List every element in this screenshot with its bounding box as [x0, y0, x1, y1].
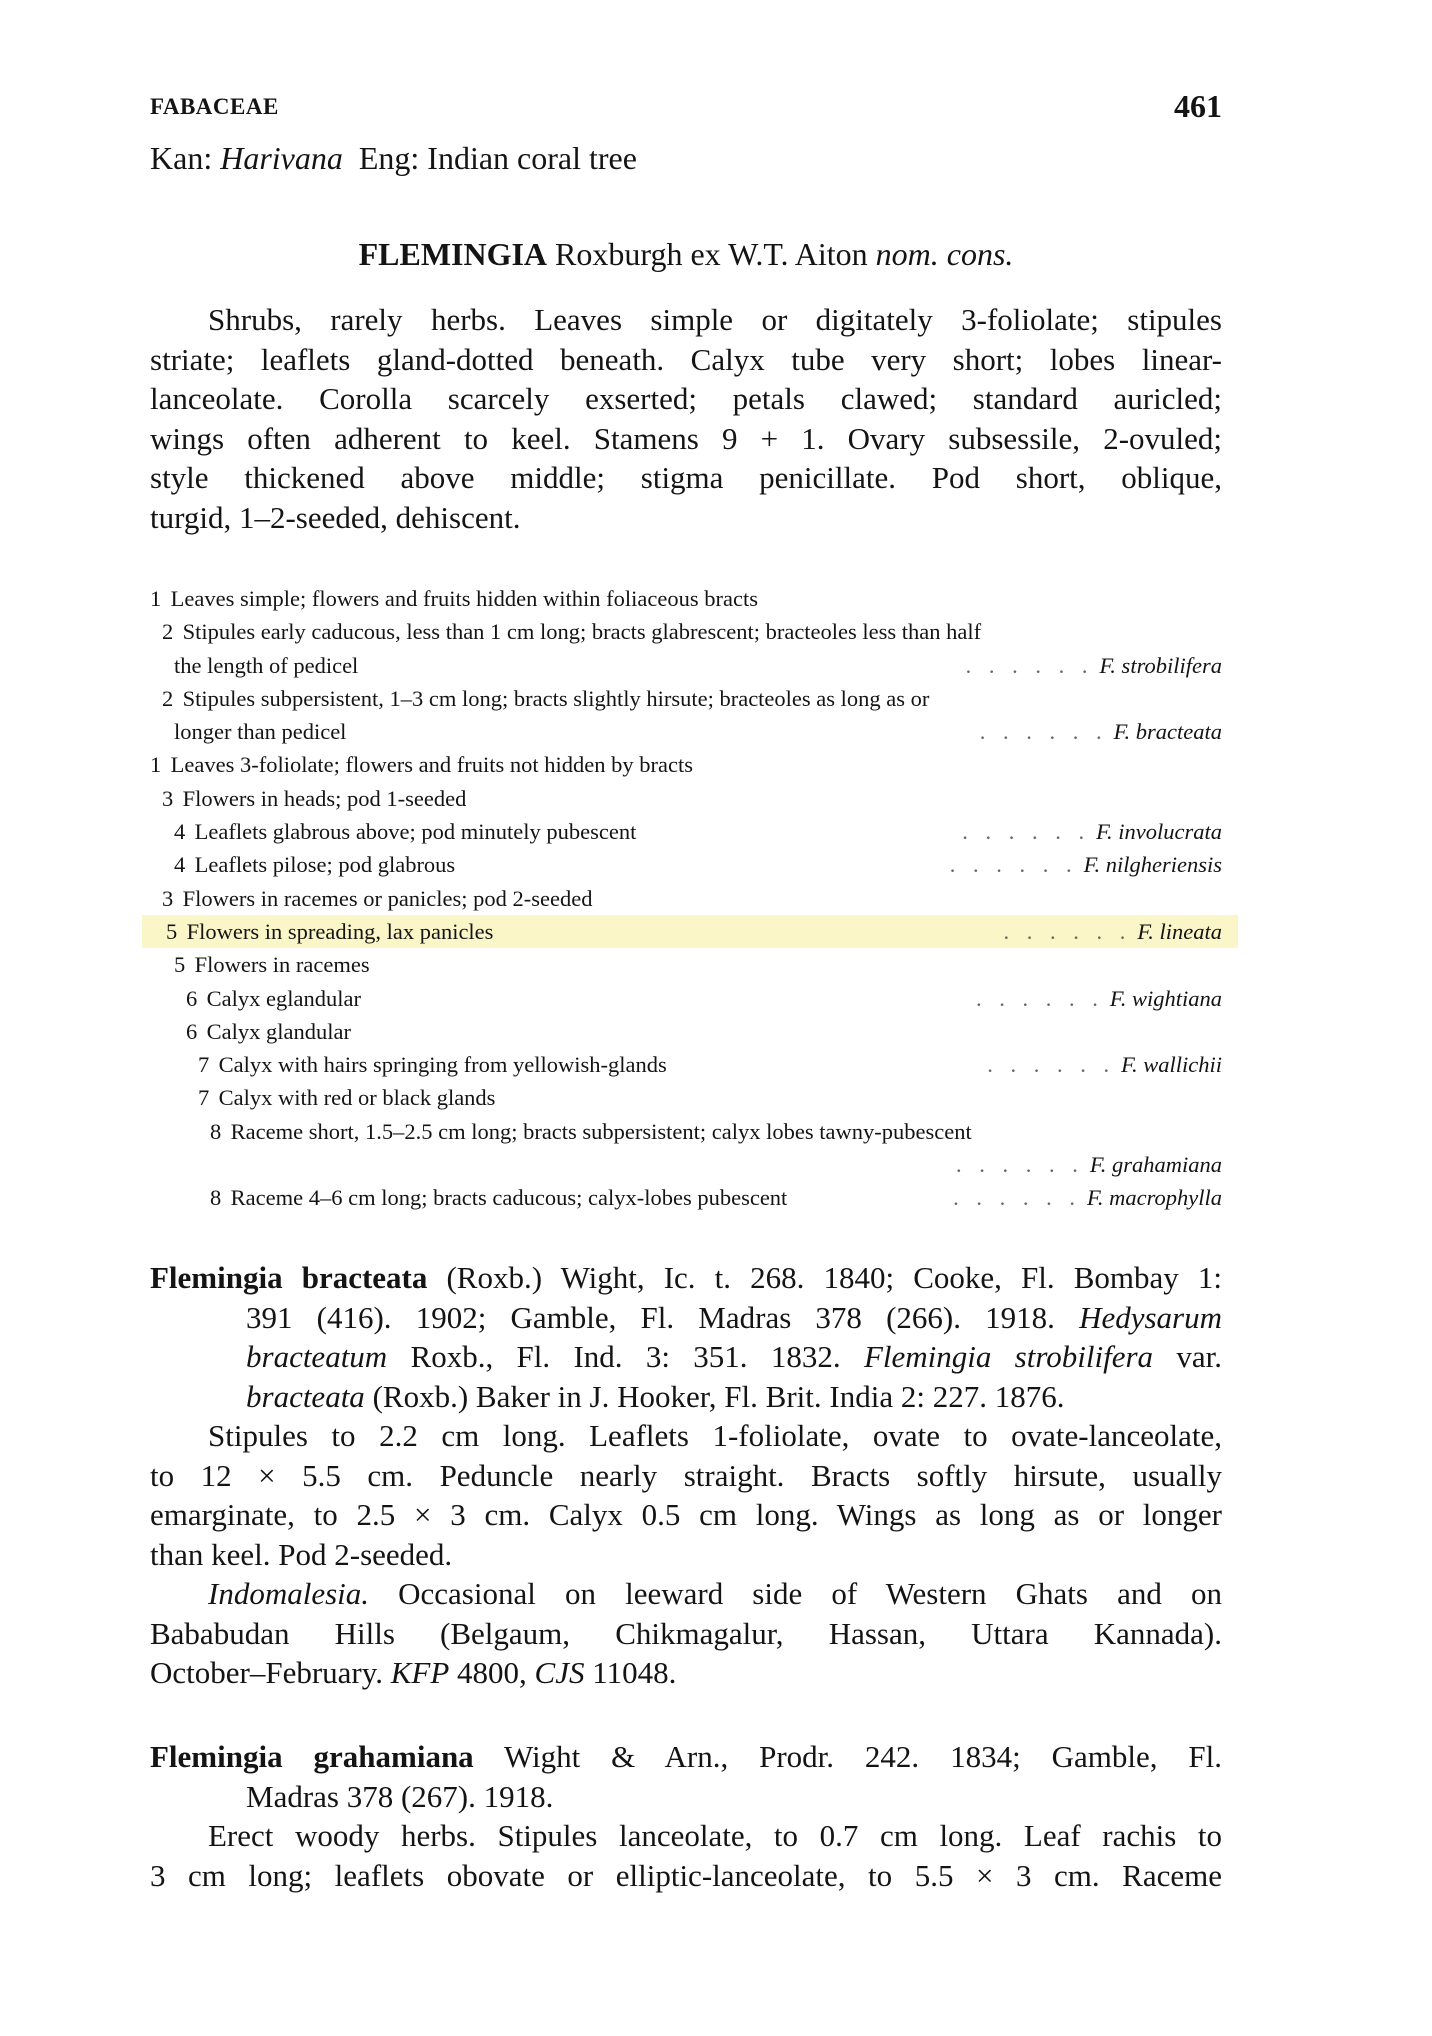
key-row: [150, 1181, 1222, 1214]
common-names-line: [150, 140, 637, 177]
description-line: Erect woody herbs. Stipules lanceolate, to 0.7 cm long. Leaf rachis to: [208, 1818, 1222, 1853]
key-lead-text: Calyx with hairs springing from yellowish-glands: [218, 1052, 667, 1078]
key-row: [150, 1081, 1222, 1114]
key-lead-number: 7: [198, 1085, 210, 1111]
key-row: [150, 1115, 1222, 1148]
key-lead-number: 6: [186, 1018, 198, 1044]
key-lead-number: 7: [198, 1052, 210, 1078]
leader-dots: . . . . . .: [976, 985, 1104, 1011]
leader-dots: . . . . . .: [987, 1052, 1116, 1078]
key-taxon: [962, 815, 1222, 848]
key-row: [150, 748, 1222, 781]
key-lead-number: 4: [174, 852, 186, 878]
key-lead-number: 8: [210, 1185, 222, 1211]
species-flemingia-grahamiana: [150, 1737, 1222, 1895]
family-name: FABACEAE: [150, 94, 279, 119]
key-lead-number: 2: [162, 685, 174, 711]
english-label: Eng:: [358, 140, 420, 176]
key-lead-text: Stipules subpersistent, 1–3 cm long; bracts slightly hirsute; bracteoles as long as or: [182, 685, 930, 711]
running-head: [150, 88, 1222, 128]
description-line: style thickened above middle; stigma penicillate. Pod short, oblique,: [150, 460, 1222, 495]
key-row: [150, 1148, 1222, 1181]
description-line: than keel. Pod 2-seeded.: [150, 1536, 453, 1572]
key-row: [150, 1015, 1222, 1048]
key-row: [150, 682, 1222, 715]
leader-dots: . . . . . .: [1003, 918, 1132, 944]
citation-line: Flemingia grahamiana Wight & Arn., Prodr. 242. 1834; Gamble, Fl.: [150, 1739, 1222, 1774]
citation-line: bracteata (Roxb.) Baker in J. Hooker, Fl. Brit. India 2: 227. 1876.: [246, 1378, 1065, 1414]
key-taxon: [950, 848, 1222, 881]
key-row: [150, 615, 1222, 648]
citation-line: Madras 378 (267). 1918.: [246, 1778, 554, 1814]
taxon-name: F. wallichii: [1121, 1052, 1222, 1078]
key-taxon: [976, 982, 1222, 1015]
key-row: [150, 782, 1222, 815]
genus-heading: [150, 236, 1222, 273]
key-lead-number: 8: [210, 1118, 222, 1144]
key-lead-text: Flowers in racemes or panicles; pod 2-seeded: [182, 885, 593, 911]
key-row: [150, 882, 1222, 915]
key-row: [150, 582, 1222, 615]
key-row: [142, 915, 1238, 948]
description-line: lanceolate. Corolla scarcely exserted; petals clawed; standard auricled;: [150, 381, 1222, 416]
key-lead-text: Raceme short, 1.5–2.5 cm long; bracts subpersistent; calyx lobes tawny-pubescent: [230, 1118, 972, 1144]
leader-dots: . . . . . .: [956, 1152, 1084, 1178]
page-number: 461: [1174, 88, 1222, 124]
identification-key: [150, 582, 1222, 1215]
leader-dots: . . . . . .: [979, 719, 1108, 745]
description-line: 3 cm long; leaflets obovate or elliptic-lanceolate, to 5.5 × 3 cm. Raceme: [150, 1857, 1222, 1893]
genus-status: nom. cons.: [875, 236, 1014, 272]
species-name: Flemingia grahamiana: [150, 1739, 474, 1774]
key-row: [150, 848, 1222, 881]
key-lead-text: Leaflets pilose; pod glabrous: [194, 852, 456, 878]
taxon-name: F. involucrata: [1096, 819, 1222, 845]
citation-line: 391 (416). 1902; Gamble, Fl. Madras 378 (266). 1918. Hedysarum: [246, 1299, 1222, 1335]
english-name: Indian coral tree: [427, 140, 637, 176]
phenology-voucher-line: October–February. KFP 4800, CJS 11048.: [150, 1655, 677, 1690]
citation-line: Flemingia bracteata (Roxb.) Wight, Ic. t. 268. 1840; Cooke, Fl. Bombay 1:: [150, 1260, 1222, 1295]
species-name: Flemingia bracteata: [150, 1260, 428, 1295]
key-taxon: [956, 1148, 1222, 1181]
key-lead-text: Raceme 4–6 cm long; bracts caducous; calyx-lobes pubescent: [230, 1185, 788, 1211]
leader-dots: . . . . . .: [953, 1185, 1081, 1211]
leader-dots: . . . . . .: [965, 652, 1094, 678]
description-line: Stipules to 2.2 cm long. Leaflets 1-foliolate, ovate to ovate-lanceolate,: [208, 1418, 1222, 1453]
key-lead-number: 5: [166, 918, 178, 944]
genus-description: [150, 300, 1222, 537]
key-lead-text: Leaflets glabrous above; pod minutely pubescent: [194, 819, 637, 845]
taxon-name: F. bracteata: [1113, 719, 1222, 745]
key-lead-number: 5: [174, 952, 186, 978]
leader-dots: . . . . . .: [949, 852, 1078, 878]
taxon-name: F. macrophylla: [1087, 1185, 1222, 1211]
book-page: [150, 0, 1222, 2036]
key-lead-text: the length of pedicel: [174, 652, 359, 678]
species-flemingia-bracteata: [150, 1258, 1222, 1693]
key-lead-number: 1: [150, 586, 162, 611]
taxon-name: F. nilgheriensis: [1083, 852, 1222, 878]
citation-line: bracteatum Roxb., Fl. Ind. 3: 351. 1832. Flemingia strobilifera var.: [246, 1339, 1222, 1374]
key-lead-number: 3: [162, 885, 174, 911]
key-row: [150, 948, 1222, 981]
leader-dots: . . . . . .: [962, 819, 1091, 845]
key-taxon: [980, 715, 1222, 748]
key-lead-text: Leaves simple; flowers and fruits hidden within foliaceous bracts: [170, 586, 758, 611]
key-lead-text: Stipules early caducous, less than 1 cm long; bracts glabrescent; bracteoles less than half: [182, 619, 982, 645]
key-lead-text: Flowers in spreading, lax panicles: [186, 918, 494, 944]
key-lead-number: 1: [150, 752, 162, 778]
key-row: [150, 715, 1222, 748]
taxon-name: F. wightiana: [1109, 985, 1222, 1011]
description-line: striate; leaflets gland-dotted beneath. Calyx tube very short; lobes linear-: [150, 341, 1222, 377]
key-lead-text: longer than pedicel: [174, 719, 347, 745]
key-row: [150, 982, 1222, 1015]
taxon-name: F. strobilifera: [1099, 652, 1222, 678]
genus-name: FLEMINGIA: [358, 236, 548, 272]
description-line: emarginate, to 2.5 × 3 cm. Calyx 0.5 cm long. Wings as long as or longer: [150, 1497, 1222, 1532]
key-lead-text: Leaves 3-foliolate; flowers and fruits not hidden by bracts: [170, 752, 693, 778]
key-taxon: [953, 1181, 1222, 1214]
kannada-name: Harivana: [220, 140, 343, 176]
key-lead-text: Calyx with red or black glands: [218, 1085, 496, 1111]
key-lead-text: Calyx glandular: [206, 1018, 351, 1044]
key-lead-text: Flowers in racemes: [194, 952, 370, 978]
distribution-line: Indomalesia. Occasional on leeward side of Western Ghats and on: [208, 1576, 1222, 1611]
key-lead-number: 4: [174, 819, 186, 845]
key-taxon: [966, 649, 1222, 682]
key-lead-number: 2: [162, 619, 174, 645]
key-row: [150, 815, 1222, 848]
taxon-name: F. grahamiana: [1089, 1152, 1222, 1178]
key-row: [150, 649, 1222, 682]
key-taxon: [1004, 915, 1222, 948]
description-line: turgid, 1–2-seeded, dehiscent.: [150, 499, 521, 535]
taxon-name: F. lineata: [1137, 918, 1222, 944]
kannada-label: Kan:: [150, 140, 213, 176]
description-line: wings often adherent to keel. Stamens 9 + 1. Ovary subsessile, 2-ovuled;: [150, 420, 1222, 456]
key-lead-number: 6: [186, 985, 198, 1011]
key-lead-number: 3: [162, 785, 174, 811]
genus-authority: Roxburgh ex W.T. Aiton: [555, 236, 868, 272]
distribution-line: Bababudan Hills (Belgaum, Chikmagalur, Hassan, Uttara Kannada).: [150, 1615, 1222, 1651]
key-row: [150, 1048, 1222, 1081]
key-lead-text: Calyx eglandular: [206, 985, 361, 1011]
key-taxon: [987, 1048, 1222, 1081]
description-line: to 12 × 5.5 cm. Peduncle nearly straight. Bracts softly hirsute, usually: [150, 1457, 1222, 1493]
key-lead-text: Flowers in heads; pod 1-seeded: [182, 785, 467, 811]
description-line: Shrubs, rarely herbs. Leaves simple or digitately 3-foliolate; stipules: [208, 302, 1222, 337]
